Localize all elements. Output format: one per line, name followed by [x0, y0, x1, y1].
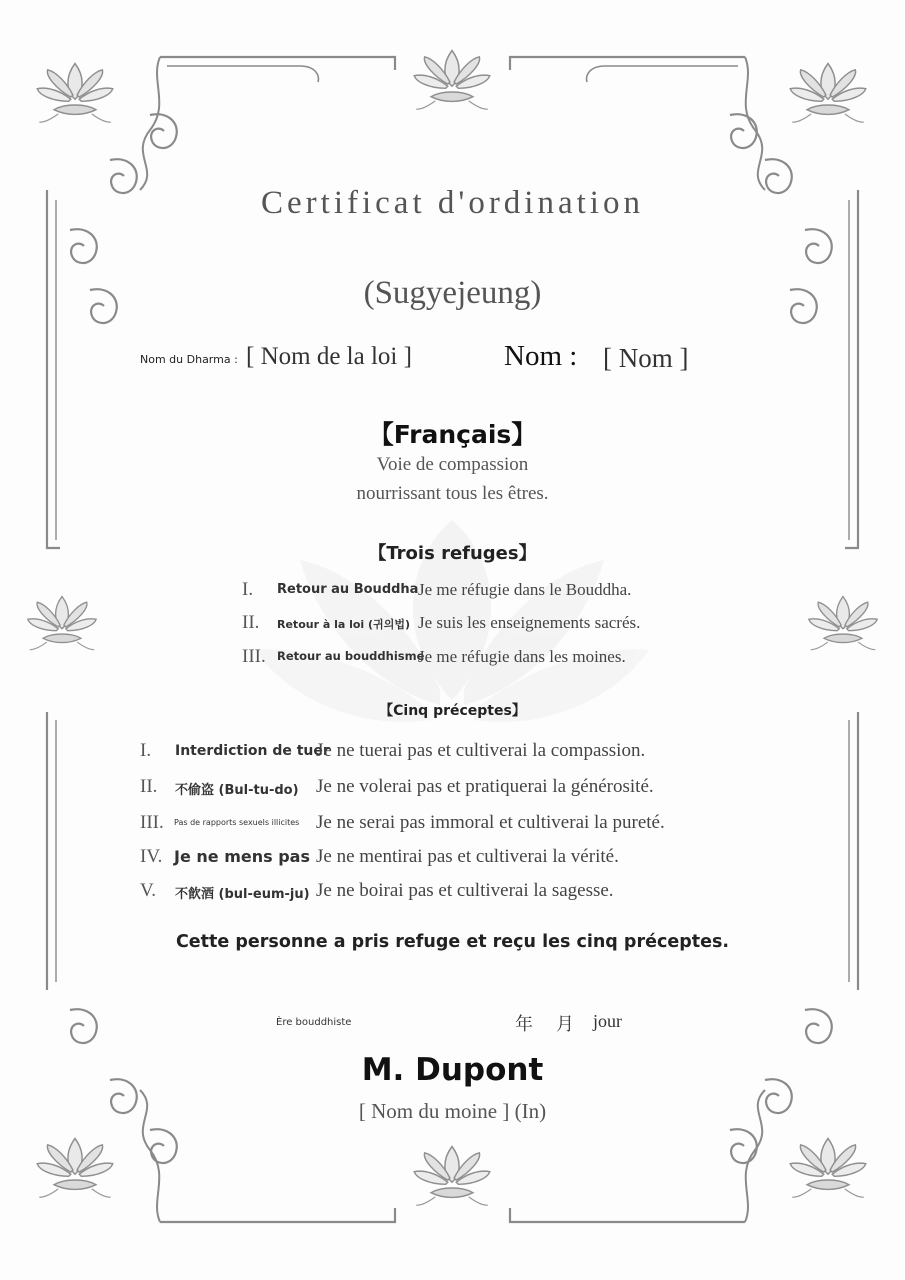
date-year: 年: [515, 1014, 533, 1034]
lotus-icon: [414, 1147, 490, 1206]
lotus-icon: [790, 1139, 866, 1198]
precept-text: Je ne serai pas immoral et cultiverai la pureté.: [316, 812, 665, 833]
monk-role: [ Nom du moine ] (In): [358, 1099, 547, 1123]
precept-text: Je ne mentirai pas et cultiverai la vérité.: [316, 846, 619, 867]
lotus-icon: [790, 64, 866, 123]
precept-number: IV.: [140, 846, 163, 867]
refuge-number: III.: [242, 646, 266, 667]
precept-label: 不飮酒 (bul-eum-ju): [175, 887, 310, 902]
date-month: 月: [556, 1014, 574, 1034]
precept-label: Interdiction de tuer: [175, 743, 330, 759]
lotus-icon: [414, 51, 490, 110]
precept-label: Je ne mens pas: [174, 847, 310, 866]
precept-label: Pas de rapports sexuels illicites: [174, 818, 300, 827]
monk-name: M. Dupont: [361, 1052, 544, 1088]
dharma-name-value: [ Nom de la loi ]: [246, 343, 412, 370]
refuge-text: Je suis les enseignements sacrés.: [418, 613, 641, 632]
refuge-text: Je me réfugie dans les moines.: [418, 647, 626, 666]
precept-text: Je ne tuerai pas et cultiverai la compassion.: [316, 740, 646, 761]
date-era: Ère bouddhiste: [276, 1017, 352, 1028]
lotus-icon: [28, 597, 96, 650]
date-day: jour: [593, 1011, 622, 1031]
meaning-line-1: Voie de compassion: [376, 454, 529, 475]
refuge-label: Retour au Bouddha: [277, 582, 419, 597]
lotus-icon: [809, 597, 877, 650]
refuges-heading: 【Trois refuges】: [368, 543, 537, 564]
refuge-number: II.: [242, 612, 260, 633]
refuge-label: Retour à la loi (귀의법): [277, 618, 410, 631]
precept-number: I.: [140, 740, 152, 761]
refuge-text: Je me réfugie dans le Bouddha.: [418, 580, 632, 599]
refuge-label: Retour au bouddhisme: [277, 649, 425, 663]
refuge-number: I.: [242, 579, 254, 600]
dharma-name-label: Nom du Dharma :: [140, 353, 238, 366]
certificate-title: Certificat d'ordination: [261, 185, 644, 221]
lotus-icon: [37, 1139, 113, 1198]
precept-text: Je ne boirai pas et cultiverai la sagesse.: [316, 880, 614, 901]
precept-number: III.: [140, 812, 164, 833]
lotus-icon: [37, 64, 113, 123]
language-heading: 【Français】: [368, 420, 537, 449]
ordination-statement: Cette personne a pris refuge et reçu les cinq préceptes.: [175, 932, 730, 952]
precept-number: II.: [140, 776, 158, 797]
precept-label: 不偷盗 (Bul-tu-do): [175, 783, 299, 798]
name-label: Nom :: [504, 340, 578, 372]
precept-text: Je ne volerai pas et pratiquerai la générosité.: [316, 776, 654, 797]
meaning-line-2: nourrissant tous les êtres.: [356, 483, 549, 504]
name-value: [ Nom ]: [603, 343, 689, 373]
precept-number: V.: [140, 880, 157, 901]
precepts-heading: 【Cinq préceptes】: [379, 703, 526, 719]
certificate-subtitle: (Sugyejeung): [363, 275, 542, 311]
